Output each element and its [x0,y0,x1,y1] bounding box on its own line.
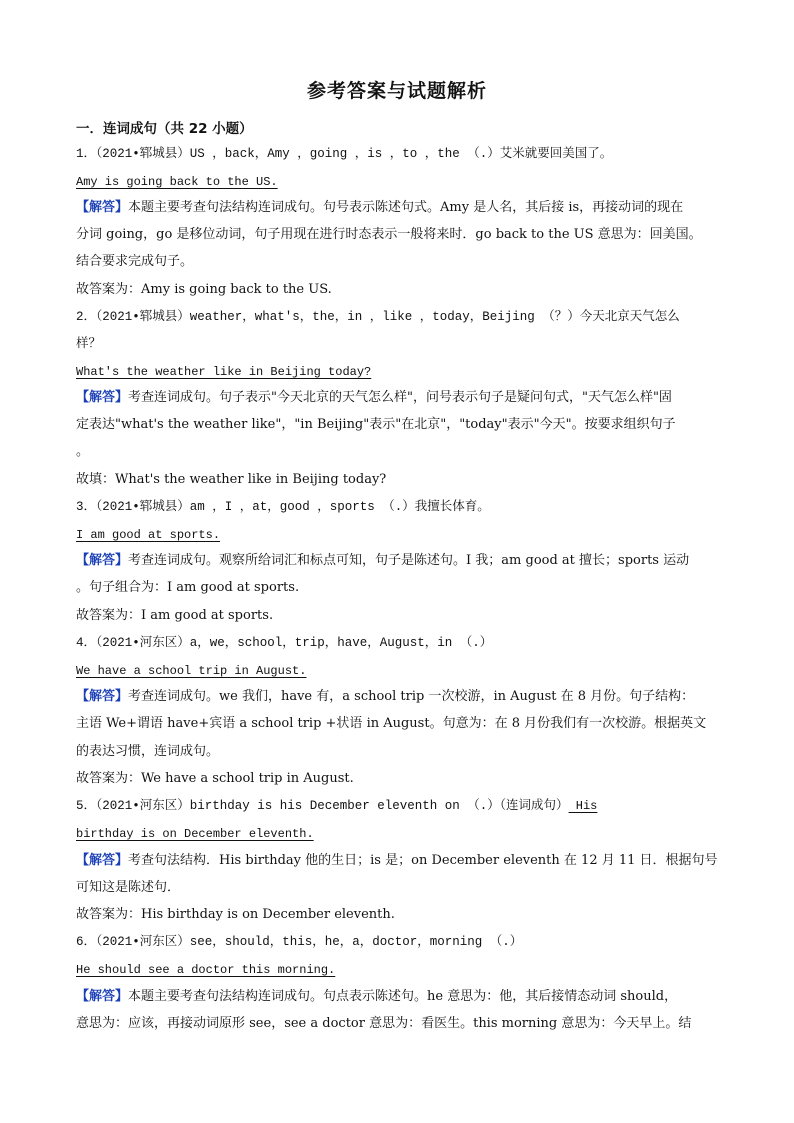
answer-blank: He should see a doctor this morning. [76,963,336,977]
answer-blank: I am good at sports. [76,528,221,542]
question-2-prompt: 2．（2021•郓城县）weather，what's，the，in ，like ，today，Beijing （？）今天北京天气怎么 [76,310,680,324]
explanation-text: 本题主要考查句法结构连词成句。句点表示陈述句。he 意思为：他，其后接情态动词 should， [128,989,678,1004]
solution-tag: 【解答】 [76,989,129,1004]
question-3-explanation-line [76,552,720,570]
question-6-explanation-line [76,988,720,1006]
question-6-explanation-line: 意思为：应该，再接动词原形 see，see a doctor 意思为：看医生。this morning 意思为：今天早上。结 [76,1016,692,1031]
question-3-prompt: 3．（2021•郓城县）am ，I ，at，good ，sports （.）我擅长体育。 [76,500,490,514]
question-1-final-answer: 故答案为：Amy is going back to the US. [76,282,332,297]
explanation-text: 考查连词成句。we 我们，have 有，a school trip 一次校游，in August 在 8 月份。句子结构： [128,689,695,704]
question-2-explanation-line: 定表达"what's the weather like"，"in Beijing"表示"在北京"，"today"表示"今天"。按要求组织句子 [76,417,676,432]
question-1-explanation-line [76,199,720,217]
question-5-explanation-line: 可知这是陈述句． [76,880,181,895]
question-4-prompt: 4．（2021•河东区）a，we，school，trip，have，August，in （.） [76,636,493,650]
question-1-explanation-line: 分词 going，go 是移位动词，句子用现在进行时态表示一般将来时．go back to the US 意思为：回美国。 [76,227,702,242]
question-5-final-answer: 故答案为：His birthday is on December eleventh. [76,907,395,922]
explanation-text: 考查句法结构．His birthday 他的生日；is 是；on December eleventh 在 12 月 11 日．根据句号 [128,853,718,868]
answer-blank: We have a school trip in August. [76,664,307,678]
question-2-explanation-line [76,389,720,407]
question-5-explanation-line [76,852,720,870]
question-4-answer [76,661,720,680]
question-6-prompt: 6．（2021•河东区）see，should，this，he，a，doctor，morning （.） [76,935,523,949]
question-2-final-answer: 故填：What's the weather like in Beijing today? [76,472,387,487]
question-4-explanation-line: 的表达习惯，连词成句。 [76,744,220,759]
question-5-prompt [76,797,720,815]
question-2-prompt-cont: 样？ [76,337,102,351]
section-heading: 一．连词成句（共 22 小题） [76,121,253,137]
solution-tag: 【解答】 [76,553,129,568]
question-2-explanation-line: 。 [76,444,90,459]
answer-blank: His [568,799,598,813]
question-1-prompt: 1．（2021•郓城县）US ，back，Amy ，going ，is ，to ，the （.）艾米就要回美国了。 [76,147,613,161]
answer-blank: What's the weather like in Beijing today? [76,365,372,379]
question-4-final-answer: 故答案为：We have a school trip in August. [76,771,354,786]
solution-tag: 【解答】 [76,689,129,704]
prompt-text: 5．（2021•河东区）birthday is his December eleventh on （.）（连词成句） [76,799,569,813]
question-4-explanation-line [76,688,720,706]
question-3-explanation-line: 。句子组合为：I am good at sports. [76,580,300,595]
question-4-explanation-line: 主语 We+谓语 have+宾语 a school trip +状语 in August。句意为：在 8 月份我们有一次校游。根据英文 [76,716,707,731]
solution-tag: 【解答】 [76,390,129,405]
page-title: 参考答案与试题解析 [306,80,487,102]
solution-tag: 【解答】 [76,200,129,215]
explanation-text: 考查连词成句。句子表示"今天北京的天气怎么样"，问号表示句子是疑问句式，"天气怎么样"固 [128,390,672,405]
question-1-explanation-line: 结合要求完成句子。 [76,254,194,269]
explanation-text: 本题主要考查句法结构连词成句。句号表示陈述句式。Amy 是人名，其后接 is，再接动词的现在 [128,200,684,215]
question-3-final-answer: 故答案为：I am good at sports. [76,608,274,623]
solution-tag: 【解答】 [76,853,129,868]
question-6-answer [76,960,720,979]
question-2-answer [76,362,720,381]
answer-blank: birthday is on December eleventh. [76,827,314,841]
question-1-answer [76,172,720,191]
question-3-answer [76,525,720,544]
answer-blank: Amy is going back to the US. [76,175,278,189]
explanation-text: 考查连词成句。观察所给词汇和标点可知，句子是陈述句。I 我；am good at 擅长；sports 运动 [128,553,690,568]
question-5-answer [76,824,720,843]
